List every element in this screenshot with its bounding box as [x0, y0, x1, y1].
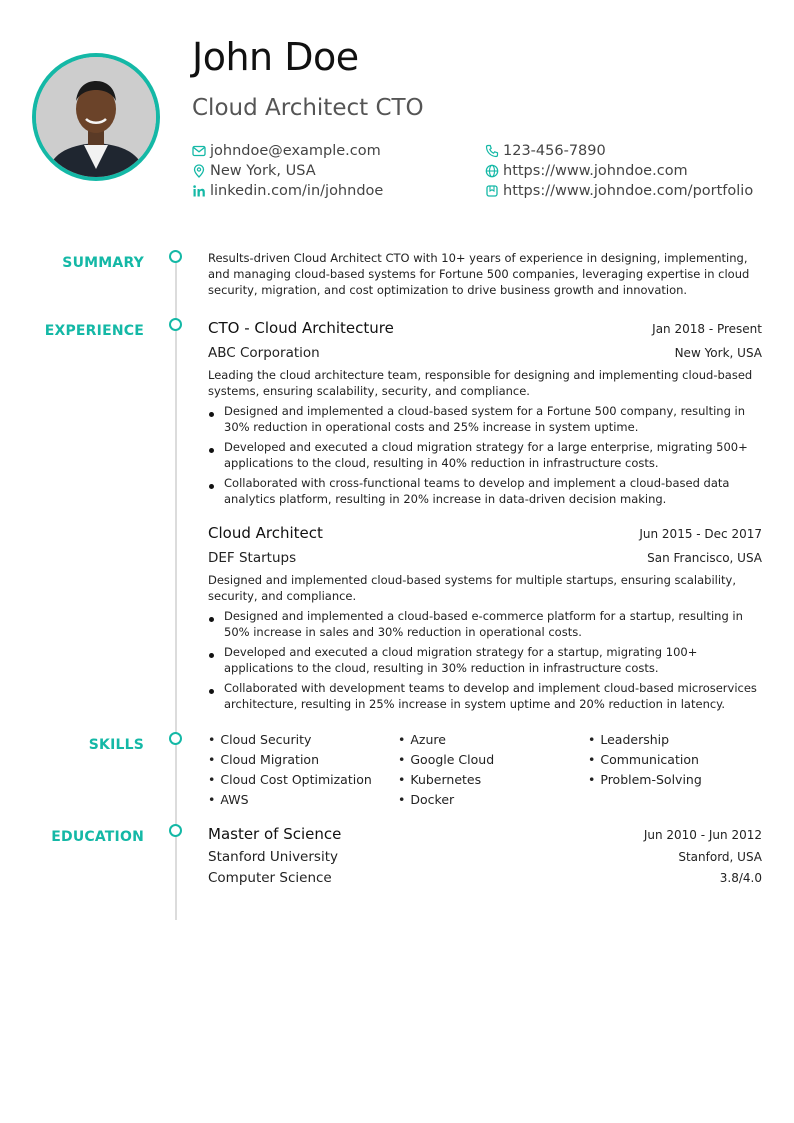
- section-label-experience: EXPERIENCE: [44, 323, 144, 339]
- job-bullets: [208, 403, 762, 507]
- job-company: DEF Startups: [208, 550, 297, 566]
- gpa: 3.8/4.0: [719, 871, 762, 885]
- summary-text: Results-driven Cloud Architect CTO with 10+ years of experience in designing, implementing, and managing cloud-based systems for Fortune 500 companies, leveraging expertise in cloud security, migration, and cost optimization to drive business growth and innovation.: [208, 251, 750, 297]
- job-title: Cloud Architect: [208, 524, 323, 542]
- list-item: Designed and implemented a cloud-based system for a Fortune 500 company, resulting in 30% reduction in operational costs and 25% increase in system uptime.: [208, 403, 762, 435]
- list-item: Developed and executed a cloud migration strategy for a startup, migrating 100+ applications to the cloud, resulting in 30% reduction in infrastructure costs.: [208, 644, 762, 676]
- portfolio-icon: [485, 184, 499, 198]
- location-pin-icon: [192, 164, 206, 178]
- timeline-dot-education: [169, 824, 182, 837]
- profile-photo-illustration: [36, 57, 156, 177]
- education-entry: [208, 825, 762, 886]
- skill-item: • Cloud Security: [208, 732, 398, 748]
- field-of-study: Computer Science: [208, 870, 332, 886]
- globe-icon: [485, 164, 499, 178]
- contact-portfolio[interactable]: [485, 183, 753, 199]
- list-item: Collaborated with development teams to develop and implement cloud-based microservices architecture, resulting in 25% increase in system uptime and 20% reduction in latency.: [208, 680, 762, 712]
- phone-text: 123-456-7890: [503, 143, 606, 159]
- skills-list: [208, 732, 762, 808]
- website-text: https://www.johndoe.com: [503, 163, 688, 179]
- job-company: ABC Corporation: [208, 345, 320, 361]
- skill-item: • Problem-Solving: [588, 772, 762, 788]
- contact-linkedin[interactable]: [192, 183, 383, 199]
- job-bullets: [208, 608, 762, 712]
- skill-item: • Kubernetes: [398, 772, 588, 788]
- linkedin-icon: [192, 184, 206, 198]
- mail-icon: [192, 144, 206, 158]
- timeline-dot-experience: [169, 318, 182, 331]
- job-location: San Francisco, USA: [647, 551, 762, 565]
- education-dates: Jun 2010 - Jun 2012: [643, 828, 762, 842]
- candidate-title: Cloud Architect CTO: [192, 95, 424, 121]
- list-item: Collaborated with cross-functional teams to develop and implement a cloud-based data analytics platform, resulting in 20% increase in data-driven decision making.: [208, 475, 762, 507]
- list-item: Developed and executed a cloud migration strategy for a large enterprise, migrating 500+ applications to the cloud, resulting in 40% reduction in infrastructure costs.: [208, 439, 762, 471]
- contact-location: [192, 163, 316, 179]
- timeline-dot-summary: [169, 250, 182, 263]
- skill-item: • AWS: [208, 792, 398, 808]
- job-description: Designed and implemented cloud-based systems for multiple startups, ensuring scalability, security, and compliance.: [208, 573, 737, 603]
- job-title: CTO - Cloud Architecture: [208, 319, 394, 337]
- degree: Master of Science: [208, 825, 342, 843]
- candidate-name: John Doe: [192, 35, 359, 79]
- list-item: Designed and implemented a cloud-based e-commerce platform for a startup, resulting in 50% increase in sales and 30% reduction in operational costs.: [208, 608, 762, 640]
- timeline-dot-skills: [169, 732, 182, 745]
- skill-item: • Communication: [588, 752, 762, 768]
- skill-item: • Google Cloud: [398, 752, 588, 768]
- contact-website[interactable]: [485, 163, 688, 179]
- experience-entry-2: [208, 524, 762, 716]
- school-location: Stanford, USA: [678, 850, 762, 864]
- contact-email[interactable]: [192, 143, 381, 159]
- portfolio-text: https://www.johndoe.com/portfolio: [503, 183, 754, 199]
- email-text: johndoe@example.com: [210, 143, 381, 159]
- linkedin-text: linkedin.com/in/johndoe: [210, 183, 384, 199]
- skill-item: • Cloud Migration: [208, 752, 398, 768]
- phone-icon: [485, 144, 499, 158]
- location-text: New York, USA: [210, 163, 316, 179]
- section-label-skills: SKILLS: [88, 737, 144, 753]
- skill-item: • Docker: [398, 792, 588, 808]
- skill-item: • Leadership: [588, 732, 762, 748]
- section-label-summary: SUMMARY: [62, 255, 144, 271]
- section-label-education: EDUCATION: [51, 829, 144, 845]
- job-dates: Jan 2018 - Present: [652, 322, 762, 336]
- job-dates: Jun 2015 - Dec 2017: [639, 527, 762, 541]
- profile-photo-ring: [32, 53, 160, 181]
- profile-photo: [36, 57, 156, 177]
- timeline-line: [175, 255, 177, 920]
- skill-item: • Azure: [398, 732, 588, 748]
- experience-entry-1: [208, 319, 762, 511]
- job-location: New York, USA: [674, 346, 762, 360]
- school-name: Stanford University: [208, 849, 338, 865]
- contact-phone[interactable]: [485, 143, 606, 159]
- job-description: Leading the cloud architecture team, responsible for designing and implementing cloud-based systems, ensuring scalability, security, and compliance.: [208, 368, 753, 398]
- skill-item: • Cloud Cost Optimization: [208, 772, 398, 788]
